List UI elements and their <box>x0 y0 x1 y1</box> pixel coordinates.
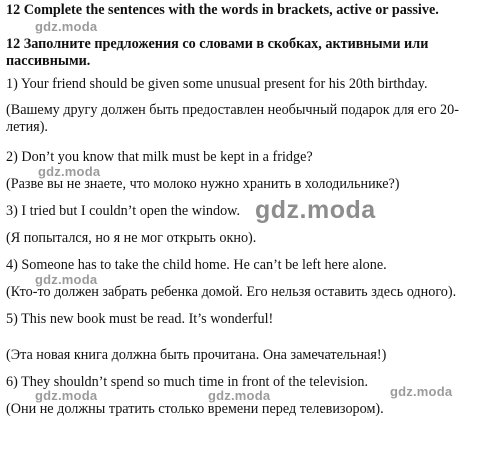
watermark: gdz.moda <box>208 388 271 403</box>
sentence-1-russian: (Вашему другу должен быть предоставлен необычный подарок для его 20-летия). <box>6 102 459 135</box>
sentence-2-english: 2) Don’t you know that milk must be kept in a fridge? <box>6 149 313 165</box>
watermark-large: gdz.moda <box>255 196 376 224</box>
sentence-6-russian: (Они не должны тратить столько времени перед телевизором). <box>6 401 384 417</box>
watermark: gdz.moda <box>38 164 101 179</box>
watermark: gdz.moda <box>35 272 98 287</box>
sentence-4-english: 4) Someone has to take the child home. He can’t be left here alone. <box>6 257 387 273</box>
watermark: gdz.moda <box>35 19 98 34</box>
sentence-3-russian: (Я попытался, но я не мог открыть окно). <box>6 230 257 246</box>
heading-english: 12 Complete the sentences with the words in brackets, active or passive. <box>6 2 439 18</box>
sentence-6-english: 6) They shouldn’t spend so much time in front of the television. <box>6 374 368 390</box>
sentence-2-russian: (Разве вы не знаете, что молоко нужно хранить в холодильнике?) <box>6 176 400 192</box>
watermark: gdz.moda <box>390 384 453 399</box>
heading-russian: 12 Заполните предложения со словами в скобках, активными или пассивными. <box>6 36 429 69</box>
sentence-4-russian: (Кто-то должен забрать ребенка домой. Его нельзя оставить здесь одного). <box>6 284 457 300</box>
watermark: gdz.moda <box>35 388 98 403</box>
sentence-3-english: 3) I tried but I couldn’t open the window. <box>6 203 241 219</box>
sentence-1-english: 1) Your friend should be given some unusual present for his 20th birthday. <box>6 76 428 92</box>
sentence-5-russian: (Эта новая книга должна быть прочитана. Она замечательная!) <box>6 347 387 363</box>
sentence-5-english: 5) This new book must be read. It’s wonderful! <box>6 311 274 327</box>
